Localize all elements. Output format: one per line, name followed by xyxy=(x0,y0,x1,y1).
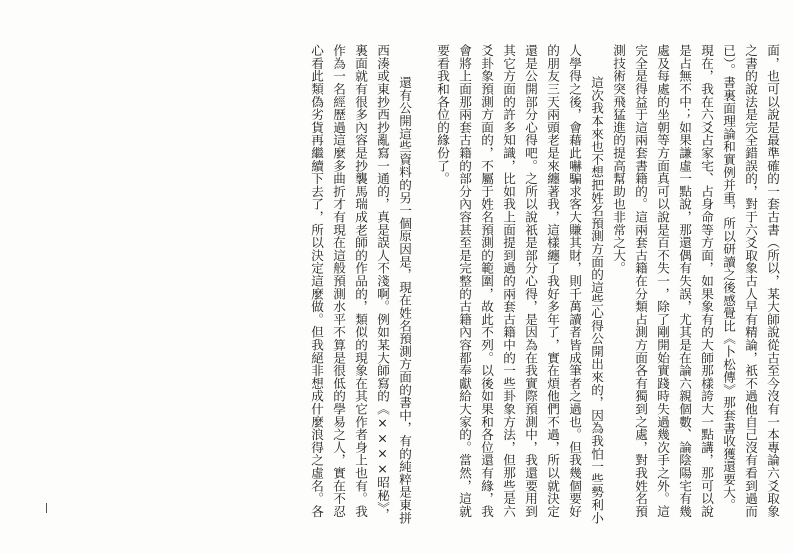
text-column: 爻卦象預測方面的，不屬于姓名預測的範圍，故此不列。以後如果和各位還有緣，我 xyxy=(479,44,494,518)
text-column: 還是公開部分心得吧。之所以說祇是部分心得，是因為在我實際預測中，我還要用到 xyxy=(523,44,538,518)
paragraph xyxy=(607,44,783,524)
text-column: 是占無不中；如果謙虛一點說，那還偶有失誤，尤其是在論六親個數、論陰陽宅有幾 xyxy=(677,44,692,518)
vertical-text-body xyxy=(305,44,783,524)
text-column: 現在，我在六爻占家宅、占身命等方面，如果象有的大師那樣誇大一點講，那可以說 xyxy=(699,44,714,518)
text-column-paragraph-start: 這次我本來也不想把姓名預測方面的這些心得公開出來的，因為我怕一些勢利小 xyxy=(589,75,604,524)
text-column: 測技術突飛猛進的提高幫助也非常之大。 xyxy=(611,44,626,275)
paragraph xyxy=(431,44,607,524)
text-column: 要看我和各位的緣份了。 xyxy=(435,44,450,185)
text-column: 會將上面那兩套古籍的部分內容甚至是完整的古籍內容都奉獻給大家的。當然，這就 xyxy=(457,44,472,518)
text-column: 完全是得益于這兩套書籍的。這兩套古籍在分類占測方面各有獨到之處，對我姓名預 xyxy=(633,44,648,518)
text-column: 其它方面的許多知識，比如我上面提到過的兩套古籍中的一些卦象方法，但那些是六 xyxy=(501,44,516,518)
text-column: 人學得之後，會藉此嚇騙求客大賺其財，則千萬讀者皆成筆者之過也。但我幾個要好 xyxy=(567,44,582,518)
text-column: 作為一名經歷過這麼多曲折才有現在這般預測水平不算是很低的學易之人，實在不忍 xyxy=(331,44,346,518)
text-column: 面，也可以說是最準確的一套古書（所以，某大師說從古至今沒有一本專論六爻取象 xyxy=(765,44,780,518)
text-column: 之書的說法是完全錯誤的，對于六爻取象古人早有精論，祇不過他自己沒有看到過而 xyxy=(743,44,758,518)
text-column-paragraph-start: 還有公開這些資料的另一個原因是，現在姓名預測方面的書中，有的純粹是東拼 xyxy=(397,75,412,524)
text-column: 處及每處的坐朝等方面真可以說是百不失一，除了剛開始實踐時失過幾次手之外。這 xyxy=(655,44,670,518)
scan-artifact-mark xyxy=(46,503,47,513)
text-column: 心看此類偽劣貨再繼續下去了，所以決定這麼做。但我絕非想成什麼浪得之虛名。各 xyxy=(309,44,324,518)
text-column: 裏面就有很多內容是抄襲馬瑞成老師的作品的，類似的現象在其它作者身上也有。我 xyxy=(353,44,368,518)
text-column: 已）。書裏面理論和實例并重，所以研讀之後感覺比《卜松傳》那套書收獲還要大。 xyxy=(721,44,736,512)
paragraph xyxy=(305,44,415,524)
text-column: 西湊或東抄西抄亂寫一通的，真是誤人不淺啊。例如某大師寫的《××××昭秘》， xyxy=(375,44,390,521)
text-column: 的朋友三天兩頭老是來纏著我，這樣纏了我好多年了，實在煩他們不過，所以就決定 xyxy=(545,44,560,518)
